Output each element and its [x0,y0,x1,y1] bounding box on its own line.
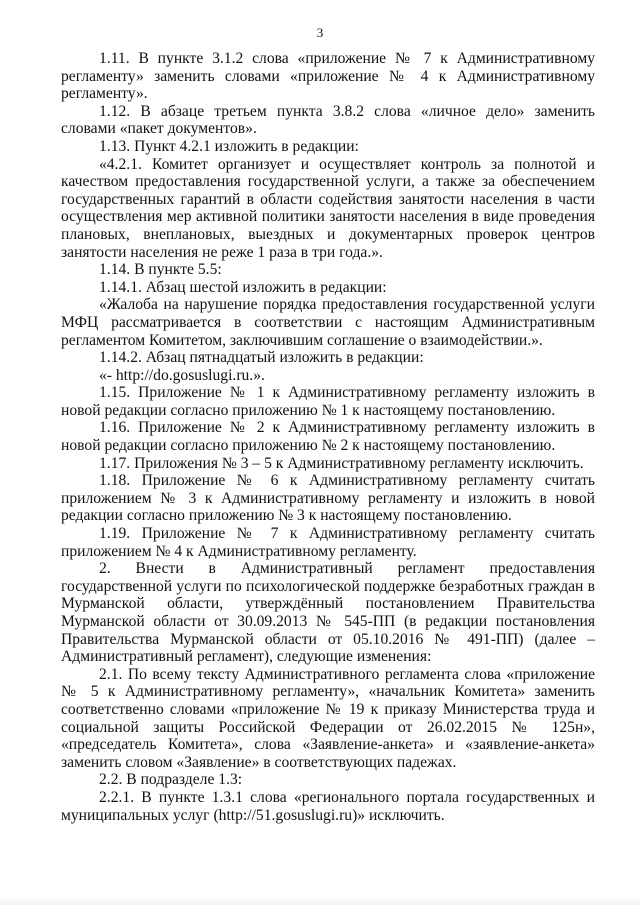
paragraph-1-14: 1.14. В пункте 5.5: [99,261,222,279]
paragraph-2: 2. Внести в Административный регламент предоставления государственной услуги по психологической поддержке безработных граждан в Мурманской области, утверждённый постановлением Правительства Мурманской области от 30.09.2013 № 545-ПП (в редакции постановления Правительства Мурманской области от 05.10.2016 № 491-ПП) (далее – Административный регламент), следующие изменения: [61,560,595,666]
paragraph-1-17: 1.17. Приложения № 3 – 5 к Административному регламенту исключить. [99,454,584,472]
paragraph-2-1: 2.1. По всему тексту Административного регламента слова «приложение № 5 к Административному регламенту», «начальник Комитета» заменить соответственно словами «приложение № 19 к приказу Министерства труда и социальной защиты Российской Федерации от 26.02.2015 № 125н», «председатель Комитета», слова «Заявление-анкета» и «заявление-анкета» заменить словом «Заявление» в соответствующих падежах. [61,665,595,771]
paragraph-complaint-quote: «Жалоба на нарушение порядка предоставления государственной услуги МФЦ рассматривается в соответствии с настоящим Административным регламентом Комитетом, заключившим соглашение о взаимодействии.». [61,296,595,349]
paragraph-1-16: 1.16. Приложение № 2 к Административному регламенту изложить в новой редакции согласно приложению № 2 к настоящему постановлению. [61,419,595,455]
paragraph-1-12: 1.12. В абзаце третьем пункта 3.8.2 слова «личное дело» заменить словами «пакет документов». [61,102,595,138]
paragraph-1-19: 1.19. Приложение № 7 к Административному регламенту считать приложением № 4 к Административному регламенту. [61,525,595,560]
paragraph-4-2-1-quote: «4.2.1. Комитет организует и осуществляет контроль за полнотой и качеством предоставления государственной услуги, а также за обеспечением государственных гарантий в области содействия занятости населения в части осуществления мер активной политики занятости населения в виде проведения плановых, внеплановых, выездных и документарных проверок центров занятости населения не реже 1 раза в три года.». [61,155,595,261]
page-number: 3 [316,25,324,40]
paragraph-2-2-1: 2.2.1. В пункте 1.3.1 слова «регионального портала государственных и муниципальных услуг (http://51.gosuslugi.ru)» исключить. [61,788,595,824]
paragraph-2-2: 2.2. В подразделе 1.3: [99,771,243,789]
paragraph-1-15: 1.15. Приложение № 1 к Административному регламенту изложить в новой редакции согласно приложению № 1 к настоящему постановлению. [61,384,595,419]
paragraph-1-18: 1.18. Приложение № 6 к Административному регламенту считать приложением № 3 к Административному регламенту и изложить в новой редакции согласно приложению № 3 к настоящему постановлению. [61,472,595,525]
paragraph-1-14-2: 1.14.2. Абзац пятнадцатый изложить в редакции: [99,349,424,367]
paragraph-1-14-1: 1.14.1. Абзац шестой изложить в редакции: [99,278,387,296]
document-body [61,50,595,824]
paragraph-url-quote: «- http://do.gosuslugi.ru.». [99,366,265,384]
paragraph-1-13: 1.13. Пункт 4.2.1 изложить в редакции: [99,137,359,155]
paragraph-1-11: 1.11. В пункте 3.1.2 слова «приложение № 7 к Административному регламенту» заменить словами «приложение № 4 к Административному регламенту». [61,50,595,103]
scan-bottom-edge [0,896,640,905]
